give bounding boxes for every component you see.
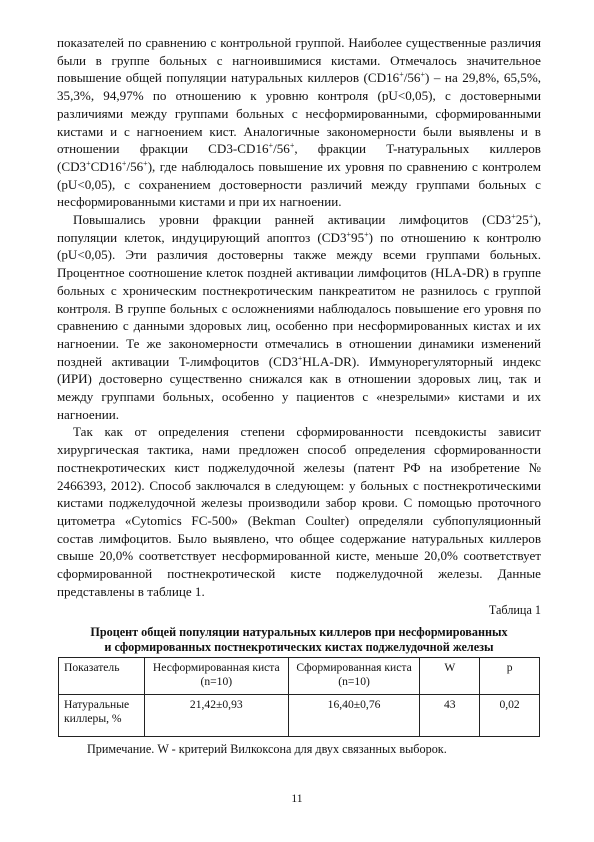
table-header-row [59,657,540,694]
header-cell-indicator: Показатель [59,657,145,694]
header-cell-w: W [420,657,480,694]
superscript: + [346,229,352,239]
superscript: + [511,212,516,222]
text-run: ), популяции клеток, индуцирующий апоптоз (CD3 [57,212,541,245]
superscript: + [143,158,148,168]
text-run: CD16 [90,158,122,174]
document-page [57,34,541,757]
cell-indicator: Натуральные киллеры, % [59,694,145,736]
superscript: + [297,353,303,363]
text-run: Повышались уровни фракции ранней активации лимфоцитов (CD3 [73,212,512,228]
paragraph-1 [57,34,541,211]
superscript: + [121,158,127,168]
cell-unformed: 21,42±0,93 [144,694,288,736]
superscript: + [420,70,425,80]
superscript: + [289,141,295,151]
superscript: + [399,70,404,80]
text-run: ) – на 29,8%, 65,5%, 35,3%, 94,97% по отношению к уровню контроля (pU<0,05), с достоверными различиями между группами больных с несформированными, сформированными кистами и с нагноением кист. Аналогичные закономерности были выявлены и в отношении фракции CD3-CD16 [57,70,541,157]
table-caption-line-1: Процент общей популяции натуральных киллеров при несформированных [90,624,508,639]
cell-formed: 16,40±0,76 [288,694,420,736]
paragraph-3: Так как от определения степени сформированности псевдокисты зависит хирургическая тактика, нами предложен способ определения сформированности постнекротических кист поджелудочной железы (патент РФ на изобретение № 2466393, 2012). Способ заключался в следующем: у больных с постнекротическими кистами поджелудочной железы производили забор крови. С помощью проточного цитометра «Cytomics FC-500» (Bekman Coulter) определяли субпопуляционный состав лимфоцитов. Было выявлено, что общее содержание натуральных киллеров свыше 20,0% соответствует несформированной кисте, меньше 20,0% соответствует сформированной постнекротической кисте поджелудочной железы. Данные представлены в таблице 1. [57,424,541,599]
cell-w: 43 [420,694,480,736]
text-run: ), где наблюдалось повышение их уровня по сравнению с контролем (pU<0,05), с сохранением достоверности различий между группами больных с несформированными кистами и при их нагноении. [57,158,541,210]
superscript: + [364,229,369,239]
header-cell-p: p [480,657,540,694]
text-run: 25 [515,212,529,228]
paragraph-2 [57,211,541,423]
superscript: + [86,158,91,168]
text-run: /56 [273,141,290,157]
superscript: + [528,212,534,222]
table-label: Таблица 1 [488,602,541,617]
text-run: /56 [126,158,144,174]
text-run: 95 [351,229,365,245]
table-row [59,694,540,736]
cell-p: 0,02 [480,694,540,736]
text-run: показателей по сравнению с контрольной группой. Наиболее существенные различия были в группе больных с нагноившимися кистами. Отмечалось значительное повышение общей популяции натуральных киллеров (CD16 [57,35,541,86]
text-run: , фракции T-натуральных киллеров (CD3 [57,141,541,174]
table-caption-line-2: и сформированных постнекротических кистах поджелудочной железы [104,639,494,654]
header-cell-unformed: Несформированная киста (n=10) [144,657,288,694]
superscript: + [268,141,274,151]
text-run: ) по отношению к контролю (pU<0,05). Эти различия достоверны также между всеми группами больных. Процентное соотношение клеток поздней активации лимфоцитов (HLA-DR) в группе больных с хроническим постнекротическим панкреатитом не разнилось с группой контроля. В группе больных с осложнениями наблюдалось повышение его уровня по сравнению с данными здоровых лиц, особенно при несформированных кистах и их нагноении. Те же закономерности отмечались в отношении динамики изменений поздней активации T-лимфоцитов (CD3 [57,229,541,369]
table-note: Примечание. W - критерий Вилкоксона для двух связанных выборок. [87,741,447,756]
data-table [58,657,540,737]
page-number: 11 [291,792,303,805]
header-cell-formed: Сформированная киста (n=10) [288,657,420,694]
text-run: /56 [403,70,421,86]
table-caption [57,625,541,655]
text-run: HLA-DR). Иммунорегуляторный индекс (ИРИ) достоверно существенно снижался как в отношении здоровых лиц, так и между группами больных, особенно у пациентов с «незрелыми» кистами и их нагноении. [57,353,541,422]
